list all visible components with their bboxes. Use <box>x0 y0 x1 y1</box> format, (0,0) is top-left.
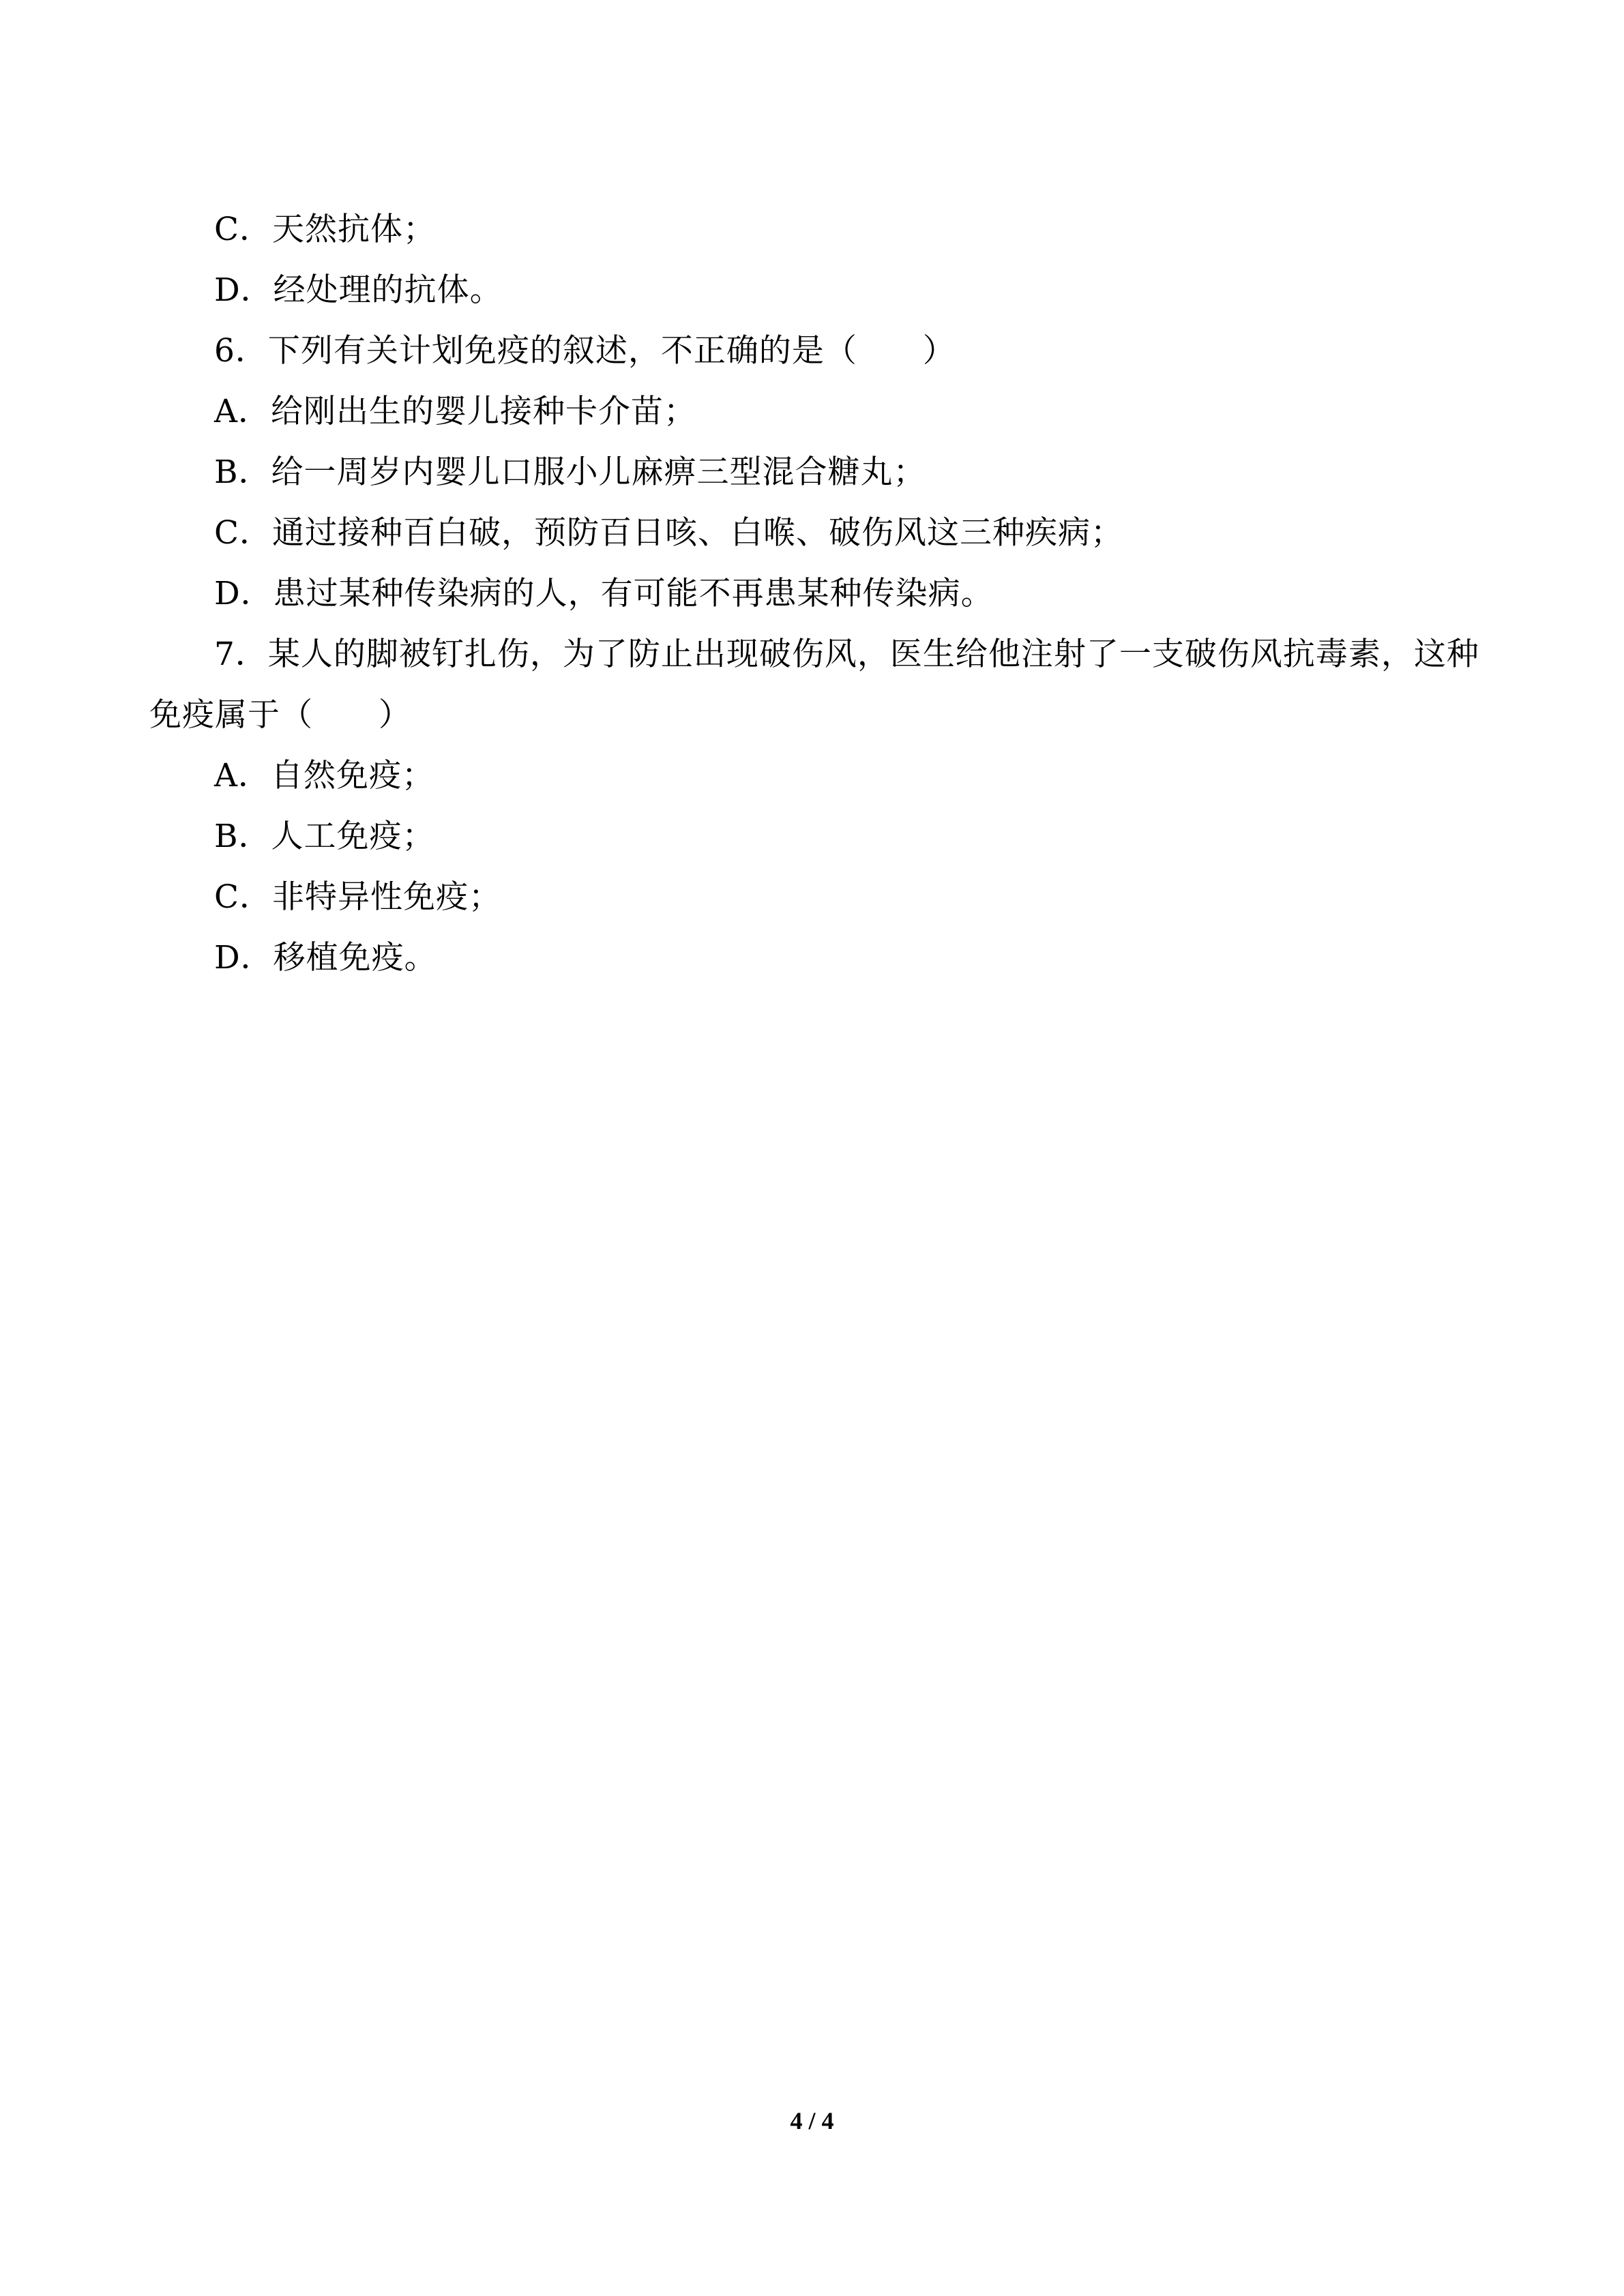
option-a-q6: A．给刚出生的婴儿接种卡介苗； <box>214 393 696 430</box>
option-a-q7: A．自然免疫； <box>214 757 434 794</box>
option-d-q5: D．经处理的抗体。 <box>214 271 503 309</box>
option-b-q7: B．人工免疫； <box>214 818 435 855</box>
option-d-q7: D．移植免疫。 <box>214 939 437 976</box>
question-7-line-2: 免疫属于（ ） <box>149 696 411 734</box>
option-c-q6: C．通过接种百白破，预防百日咳、白喉、破伤风这三种疾病； <box>214 514 1123 552</box>
question-6: 6．下列有关计划免疫的叙述，不正确的是（ ） <box>214 332 956 370</box>
page-number: 4 / 4 <box>790 2107 834 2134</box>
option-b-q6: B．给一周岁内婴儿口服小儿麻痹三型混合糖丸； <box>214 453 926 491</box>
document-body <box>149 199 1490 988</box>
option-c-q5: C．天然抗体； <box>214 211 436 248</box>
question-7-line-1: 7．某人的脚被钉扎伤，为了防止出现破伤风，医生给他注射了一支破伤风抗毒素，这种 <box>214 636 1479 673</box>
option-c-q7: C．非特异性免疫； <box>214 878 501 916</box>
option-d-q6: D．患过某种传染病的人，有可能不再患某种传染病。 <box>214 575 994 612</box>
